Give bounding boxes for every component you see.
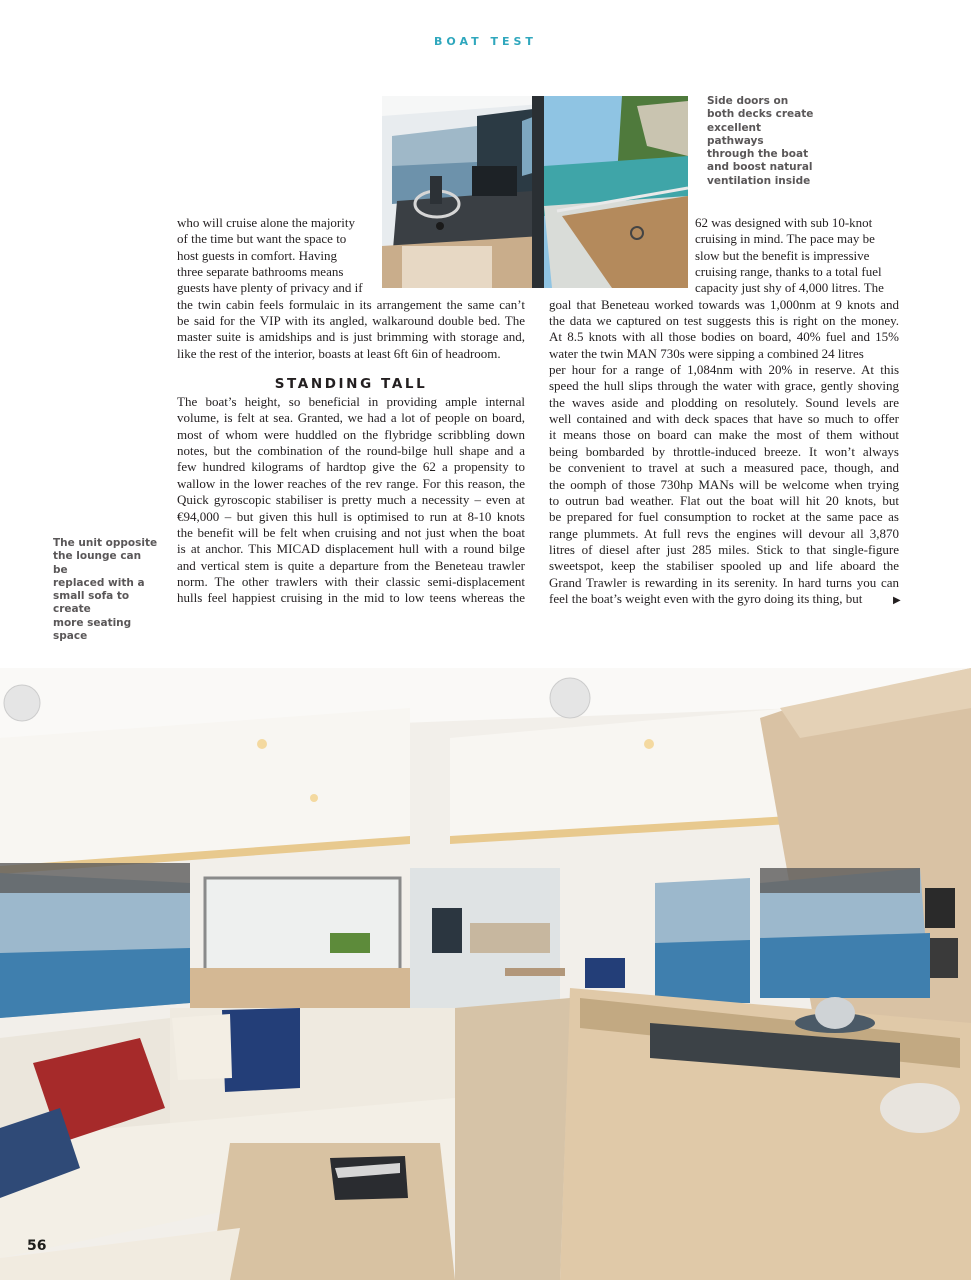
text-line: cruising range, thanks to a total fuel: [695, 264, 882, 280]
text-line: norm. The other trawlers with their classic semi-displacement: [177, 573, 525, 589]
text-line: wallow in the lower reaches of the rev range. For this reason, the: [177, 475, 525, 491]
caption-line: Side doors on: [707, 95, 789, 107]
caption-line: excellent pathways: [707, 121, 764, 147]
section-label: BOAT TEST: [434, 35, 537, 48]
text-line: like the rest of the interior, boasts at least 6ft 6in of headroom.: [177, 345, 501, 361]
text-line: be said for the VIP with its angled, walkaround double bed. The: [177, 313, 525, 329]
text-line: per hour for a range of 1,084nm with 20% in reserve. At this: [549, 362, 899, 378]
caption-line: The unit opposite: [53, 537, 158, 549]
text-line: three separate bathrooms means: [177, 264, 344, 280]
right-intro: [549, 215, 899, 297]
text-line: it means those on board can make the most of them without: [549, 427, 899, 443]
text-line: few hundred kilograms of hardtop give the 62 a propensity to: [177, 459, 525, 475]
text-line: range plummets. At full revs the engines will devour all 3,870: [549, 525, 899, 541]
continue-arrow-icon: ▶: [893, 595, 901, 606]
text-line: guests have plenty of privacy and if: [177, 280, 363, 296]
text-line: be prepared for fuel consumption to rocket at the same pace as: [549, 509, 899, 525]
text-line: sweetspot, keep the stabiliser spooled up and life aboard the: [549, 558, 899, 574]
text-line: speed the hull slips through the water with grace, gently shoving: [549, 378, 899, 394]
subheading: STANDING TALL: [274, 376, 428, 393]
text-line: €94,000 – but given this hull is optimised to run at 8-10 knots: [177, 508, 525, 524]
text-line: of the time but want the space to: [177, 231, 347, 247]
text-line: notes, but the combination of the round-bilge hull shape and a: [177, 443, 525, 459]
text-line: cruising in mind. The pace may be: [695, 231, 875, 247]
text-line: being bombarded by throttle-induced breeze. It won’t always: [549, 443, 899, 459]
text-line: Grand Trawler is rewarding in its serenity. In hard turns you can: [549, 574, 899, 590]
text-line: to outrun bad weather. Flat out the boat will hit 20 knots, but: [549, 492, 899, 508]
text-line: well contained and with deck spaces that have so much to offer: [549, 411, 899, 427]
text-line: master suite is amidships and is just brimming with storage and,: [177, 329, 525, 345]
text-line: litres of diesel after just 285 miles. Stick to that single-figure: [549, 541, 899, 557]
text-line: capacity just shy of 4,000 litres. The: [695, 280, 884, 296]
text-line: slow but the benefit is impressive: [695, 247, 870, 263]
text-line: the twin cabin feels formulaic in its arrangement the same can’t: [177, 296, 525, 312]
article-column-left: [177, 215, 525, 607]
page-number: 56: [27, 1238, 47, 1254]
caption-line: ventilation inside: [707, 174, 811, 187]
text-line: the benefit will be felt when cruising and not just when the boat: [177, 524, 525, 540]
text-line: the waves aside and plodding on resolutely. Sound levels are: [549, 394, 899, 410]
caption-line: through the boat: [707, 148, 809, 161]
text-line: is at anchor. This MICAD displacement hull with a round bilge: [177, 541, 525, 557]
text-line: the oomph of those 730hp MANs will be welcome when trying: [549, 476, 899, 492]
caption-line: replaced with a: [53, 576, 145, 589]
caption-line: the lounge can be: [53, 550, 142, 576]
text-line: The boat’s height, so beneficial in providing ample internal: [177, 394, 525, 410]
text-line: 62 was designed with sub 10-knot: [695, 215, 873, 230]
text-line: feel the boat’s weight even with the gyro doing its thing, but: [549, 590, 863, 606]
caption-line: more seating space: [53, 616, 132, 643]
text-line: At 8.5 knots with all those bodies on board, 40% fuel and 15%: [549, 329, 899, 345]
article-column-right: [549, 215, 899, 607]
text-line: water the twin MAN 730s were sipping a combined 24 litres: [549, 345, 864, 361]
text-line: be convenient to travel at such a measured pace, though, and: [549, 460, 899, 476]
text-line: who will cruise alone the majority: [177, 215, 355, 230]
text-line: Quick gyroscopic stabiliser is pretty much a necessity – even at: [177, 492, 525, 508]
text-line: volume, is felt at sea. Granted, we had a lot of people on board,: [177, 410, 525, 426]
caption-line: both decks create: [707, 108, 814, 121]
left-margin-caption: [53, 537, 159, 643]
text-line: most of whom were huddled on the flybridge scribbling down: [177, 426, 525, 442]
text-line: goal that Beneteau worked towards was 1,000nm at 9 knots and: [549, 296, 899, 312]
caption-line: small sofa to create: [53, 590, 130, 616]
text-line: host guests in comfort. Having: [177, 247, 337, 263]
text-line: the data we captured on test suggests this is right on the money.: [549, 313, 899, 329]
top-photo-caption: [707, 95, 817, 188]
salon-interior-photo: [0, 668, 971, 1280]
caption-line: and boost natural: [707, 161, 813, 174]
text-line: hulls feel happiest cruising in the mid to low teens whereas the: [177, 590, 525, 606]
left-intro: [177, 215, 525, 297]
text-line: and vertical stem is quite a departure from the Beneteau trawler: [177, 557, 525, 573]
